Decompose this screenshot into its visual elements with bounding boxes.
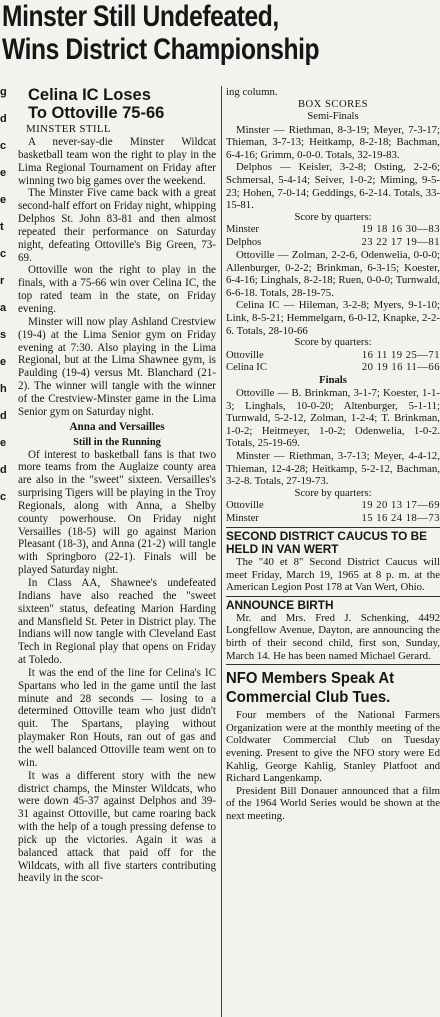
- headline: [2, 0, 360, 66]
- margin-letter: d: [0, 464, 7, 476]
- caucus-headline: SECOND DISTRICT CAUCUS TO BE HELD IN VAN WERT: [226, 529, 427, 557]
- story-continuation: ing column.: [226, 86, 278, 98]
- margin-letter: d: [0, 113, 7, 125]
- subhead-line-1: Celina IC Loses: [28, 86, 151, 104]
- nfo-headline-line-1: NFO Members Speak At: [226, 670, 395, 688]
- right-column: [226, 86, 440, 1017]
- story-paragraph: Of interest to basketball fans is that two more teams from the Auglaize county area are also in the "sweet" sixteen. Versailles's surprising Tigers will be playing in the Troy Regionals, along with Anna, a Shelby county powerhouse. On Friday night Versailles (18-5) will go against Marion Pleasant (18-3), and Anna (21-2) will tangle with Springboro (22-1). Finals will be played Saturday night.: [18, 448, 216, 577]
- story-kicker: MINSTER STILL: [26, 123, 111, 135]
- divider: [226, 527, 440, 528]
- box-line: Ottoville — B. Brinkman, 3-1-7; Koester, 1-1-3; Linghals, 10-0-20; Altenburger, 5-1-11; Turnwald, 5-2-12, Zolman, 1-2-4; T. Brinkman, 1-0-2; Heitmeyer, 1-0-2; Odenwelia, 1-0-2. Totals, 25-19-69.: [226, 387, 440, 450]
- story-paragraph: A never-say-die Minster Wildcat basketball team won the right to play in the Lima Regional Tournament on Friday after winning two big games over the weekend.: [18, 136, 216, 187]
- birth-headline: ANNOUNCE BIRTH: [226, 597, 334, 612]
- score-row: [226, 350, 440, 362]
- margin-letter: c: [0, 491, 7, 503]
- score-row: [226, 224, 440, 236]
- margin-letter: e: [0, 167, 7, 179]
- score-team: Ottoville: [226, 349, 264, 361]
- box-line: Minster — Riethman, 3-7-13; Meyer, 4-4-12, Thieman, 12-4-28; Heitkamp, 5-2-12, Bachman, 3-2-8. Totals, 27-19-73.: [226, 450, 440, 488]
- score-team: Delphos: [226, 236, 262, 248]
- margin-letter: d: [0, 410, 7, 422]
- score-by-quarters-label: Score by quarters:: [294, 211, 372, 223]
- story-paragraph: It was a different story with the new district champs, the Minster Wildcats, who were down 45-37 against Delphos and 39-31 against Ottoville, but came roaring back with the help of a tough pressing defense to pick up the victories. Again it was a balanced attack that paid off for the Wildcats, with all five starters contributing heavily in the scor-: [18, 769, 216, 885]
- caucus-body: The "40 et 8" Second District Caucus will meet Friday, March 19, 1965 at 8 p. m. at the American Legion Post 178 at Van Wert, Ohio.: [226, 556, 440, 594]
- score-quarters: 16 11 19 25—71: [361, 349, 440, 361]
- margin-letter: s: [0, 329, 7, 341]
- nfo-paragraph: President Bill Donauer announced that a film of the 1964 World Series would be shown at the next meeting.: [226, 784, 440, 822]
- score-by-quarters-label: Score by quarters:: [294, 337, 372, 349]
- margin-letter: a: [0, 302, 7, 314]
- story-paragraph: Minster will now play Ashland Crestview (19-4) at the Lima Senior gym on Friday evening at 7:30. Also playing in the Lima Regional, but at the Lima Shawnee gym, is Paulding (19-4) versus Mt. Blanchard (21-2). The winner will tangle with the winner of the Crestview-Minster game in the Lima Senior gym on Saturday night.: [18, 315, 216, 418]
- divider: [226, 596, 440, 597]
- margin-letter: c: [0, 140, 7, 152]
- score-quarters: 23 22 17 19—81: [361, 236, 440, 248]
- margin-letter: h: [0, 383, 7, 395]
- box-line: Delphos — Keisler, 3-2-8; Osting, 2-2-6; Schmersal, 5-4-14; Seiver, 1-0-2; Miming, 9-5-23; Hohen, 7-0-14; Geddings, 6-2-14. Totals, 33-15-81.: [226, 161, 440, 212]
- score-quarters: 15 16 24 18—73: [361, 512, 440, 524]
- score-team: Celina IC: [226, 362, 267, 374]
- finals-title: Finals: [319, 374, 347, 386]
- score-row: [226, 500, 440, 512]
- story-column: [18, 86, 216, 1017]
- headline-line-2: Wins District Championship: [2, 33, 320, 66]
- headline-line-1: Minster Still Undefeated,: [2, 0, 279, 33]
- score-quarters: 19 18 16 30—83: [361, 224, 440, 236]
- story-paragraph: The Minster Five came back with a great second-half effort on Friday night, whipping Delphos St. John 83-81 and then almost repeated their performance on Saturday night, defeating Ottoville's Big Green, 73-69.: [18, 187, 216, 264]
- margin-letter: g: [0, 86, 7, 98]
- score-team: Ottoville: [226, 500, 264, 512]
- story-paragraph: In Class AA, Shawnee's undefeated Indians have also reached the "sweet sixteen" status, defeating Marion Harding and Mansfield St. Peter in District play. The Indians will now tangle with Cleveland East Tech in Regional play that opens on Friday at Toledo.: [18, 577, 216, 667]
- score-team: Minster: [226, 224, 259, 236]
- score-row: [226, 237, 440, 249]
- box-scores-title: BOX SCORES: [297, 98, 369, 110]
- birth-body: Mr. and Mrs. Fred J. Schenking, 4492 Longfellow Avenue, Dayton, are announcing the birth of their second child, first son, Sunday, March 14. He has been named Michael Gerard.: [226, 611, 440, 662]
- margin-letter: r: [0, 275, 5, 287]
- section-subhead: Still in the Running: [73, 436, 161, 448]
- divider: [226, 664, 440, 665]
- score-team: Minster: [226, 512, 259, 524]
- score-by-quarters-label: Score by quarters:: [294, 487, 372, 499]
- margin-letter: t: [0, 221, 4, 233]
- nfo-headline: [226, 669, 425, 707]
- margin-fragments: [0, 86, 10, 1017]
- story-paragraph: It was the end of the line for Celina's IC Spartans who led in the game until the last minute and 28 seconds — losing to a determined Ottoville team who just didn't quit. The Spartans, playing without playmaker Ron Houts, ran out of gas and the well balanced Ottoville team went on to win.: [18, 666, 216, 769]
- margin-letter: e: [0, 194, 7, 206]
- semifinals-title: Semi-Finals: [307, 111, 359, 123]
- nfo-headline-line-2: Commercial Club Tues.: [226, 689, 391, 707]
- nfo-paragraph: Four members of the National Farmers Organization were at the monthly meeting of the Coldwater Commercial Club on Tuesday evening. Present to give the NFO story were Ed Kahlig, George Kahlig, Stanley Platfoot and Richard Langenkamp.: [226, 709, 440, 785]
- story-subhead: [28, 86, 216, 122]
- score-row: [226, 513, 440, 525]
- subhead-line-2: To Ottoville 75-66: [28, 104, 165, 122]
- box-line: Ottoville — Zolman, 2-2-6, Odenwelia, 0-0-0; Allenburger, 0-2-2; Brinkman, 6-3-15; Koester, 6-4-16; Linghals, 8-2-18; Ruen, 0-0-0; Turnwald, 6-6-18. Totals, 28-19-75.: [226, 249, 440, 299]
- box-line: Celina IC — Hileman, 3-2-8; Myers, 9-1-10; Link, 8-5-21; Hemmelgarn, 6-0-12, Knapke, 2-2-6. Totals, 28-10-66: [226, 299, 440, 337]
- section-head: Anna and Versailles: [69, 420, 165, 433]
- margin-letter: e: [0, 356, 7, 368]
- score-row: [226, 362, 440, 374]
- score-quarters: 20 19 16 11—66: [361, 362, 440, 374]
- box-line: Minster — Riethman, 8-3-19; Meyer, 7-3-17; Thieman, 3-7-13; Heitkamp, 8-2-18; Bachman, 6-4-16; Grimm, 0-0-0. Totals, 32-19-83.: [226, 123, 440, 161]
- margin-letter: c: [0, 248, 7, 260]
- score-quarters: 19 20 13 17—69: [361, 500, 440, 512]
- story-paragraph: Ottoville won the right to play in the finals, with a 75-66 win over Celina IC, the top rated team in the state, on Friday evening.: [18, 264, 216, 315]
- margin-letter: e: [0, 437, 7, 449]
- column-rule: [221, 86, 222, 1017]
